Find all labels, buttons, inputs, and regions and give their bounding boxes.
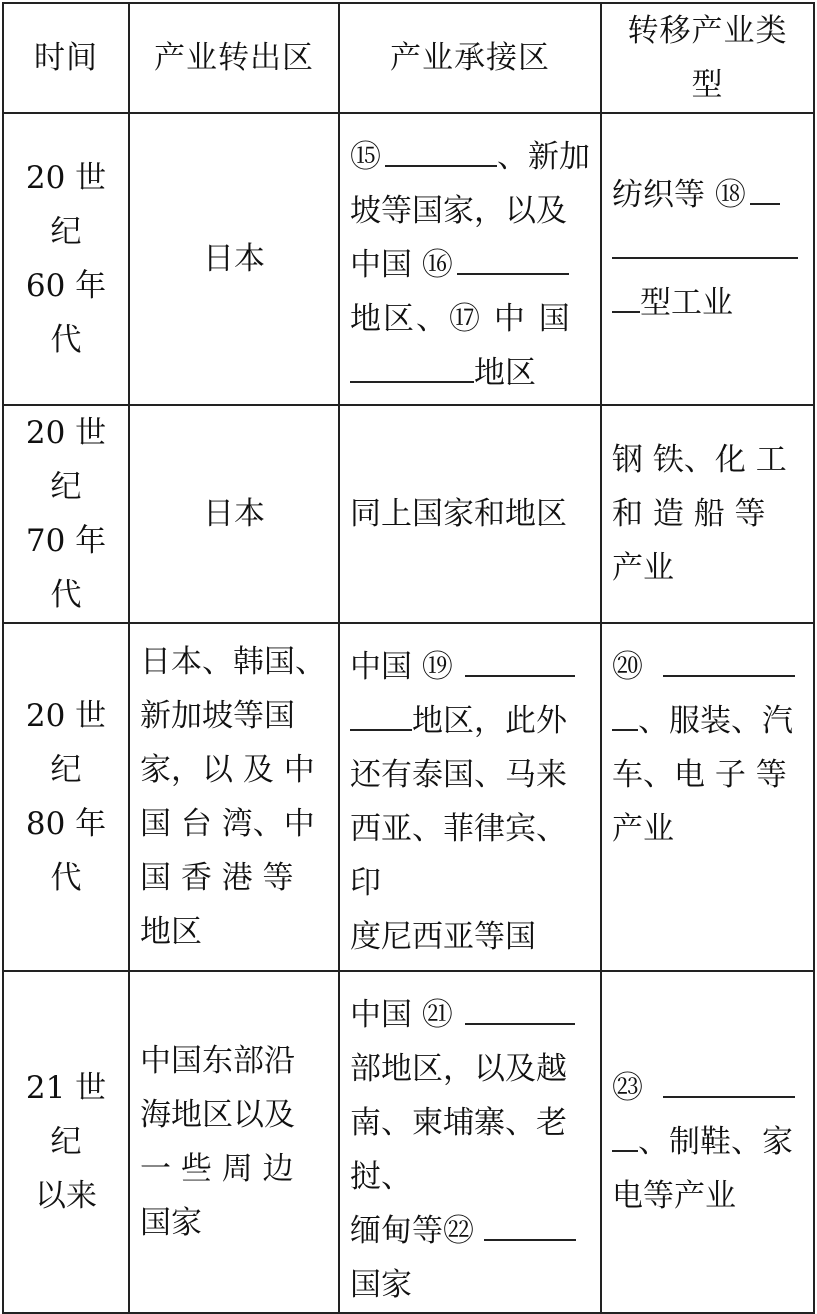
out-region-line: 国 台 湾、中 — [140, 806, 315, 842]
answer-blank-18[interactable] — [750, 173, 780, 205]
line-text: 中国 — [350, 997, 412, 1033]
out-region-cell — [129, 405, 339, 623]
in-region-cell — [339, 405, 601, 623]
out-region-line: 国 香 港 等 — [140, 860, 294, 896]
time-cell — [3, 405, 129, 623]
industry-type-cell — [601, 971, 814, 1313]
in-region-line: 部地区，以及越 — [350, 1051, 567, 1087]
industry-type-line — [612, 1061, 803, 1115]
industry-type-line: 和 造 船 等 — [612, 496, 766, 532]
blank-number: ⑲ — [421, 649, 453, 685]
out-region-line: 国家 — [140, 1205, 202, 1241]
out-region-cell — [129, 623, 339, 971]
industry-type-line: 钢 铁、化 工 — [612, 442, 787, 478]
out-region-line: 日本 — [203, 496, 265, 532]
in-region-line: 南、柬埔寨、老挝、 — [350, 1105, 567, 1195]
blank-number: ㉑ — [421, 997, 453, 1033]
out-region-cell — [129, 971, 339, 1313]
blank-number: ⑯ — [421, 247, 453, 283]
out-region-cell — [129, 113, 339, 405]
blank-number: ㉒ — [443, 1213, 474, 1249]
in-region-line: 地区、⑰ 中 国 — [350, 301, 572, 337]
in-region-line — [350, 1204, 590, 1258]
answer-blank-20[interactable] — [663, 645, 795, 677]
in-region-cell — [339, 971, 601, 1313]
table-row — [3, 623, 814, 971]
industry-transfer-table — [2, 2, 815, 1314]
line-text: 型工业 — [640, 285, 733, 321]
in-region-line: 度尼西亚等国 — [350, 919, 536, 955]
industry-type-cell — [601, 623, 814, 971]
out-region-line: 一 些 周 边 — [140, 1151, 294, 1187]
blank-number: ㉓ — [612, 1070, 643, 1106]
in-region-line — [350, 238, 590, 292]
in-region-cell — [339, 113, 601, 405]
line-text: 地区 — [474, 355, 536, 391]
answer-blank-20-cont[interactable] — [612, 699, 638, 731]
answer-blank-16[interactable] — [457, 243, 569, 275]
in-region-line — [350, 130, 590, 184]
line-text: 、服装、汽 — [638, 703, 793, 739]
out-region-line: 中国东部沿 — [140, 1043, 295, 1079]
blank-number: ⑮ — [350, 139, 381, 175]
answer-blank-19[interactable] — [465, 645, 575, 677]
out-region-line: 日本、韩国、 — [140, 644, 326, 680]
time-cell — [3, 113, 129, 405]
industry-type-line — [612, 168, 803, 222]
line-text: 中国 — [350, 247, 412, 283]
header-time: 时间 — [3, 3, 129, 113]
answer-blank-23-cont[interactable] — [612, 1120, 638, 1152]
industry-type-line — [612, 276, 803, 330]
in-region-line — [350, 988, 590, 1042]
in-region-line: 同上国家和地区 — [350, 496, 567, 532]
table-row — [3, 971, 814, 1313]
industry-type-line — [612, 1115, 803, 1169]
industry-type-line: 车、电 子 等 — [612, 757, 787, 793]
line-text: 、新加 — [497, 139, 590, 175]
header-out-region: 产业转出区 — [129, 3, 339, 113]
answer-blank-18-cont[interactable] — [612, 227, 798, 259]
industry-type-line — [612, 640, 803, 694]
industry-type-cell — [601, 113, 814, 405]
line-text: 缅甸等 — [350, 1213, 443, 1249]
blank-number: ⑱ — [714, 177, 746, 213]
answer-blank-21[interactable] — [465, 993, 575, 1025]
line-text: 纺织等 — [612, 177, 705, 213]
time-line: 20 世纪 — [25, 698, 107, 788]
time-line: 20 世纪 — [25, 160, 107, 250]
in-region-line — [350, 694, 590, 748]
time-cell — [3, 971, 129, 1313]
answer-blank-15[interactable] — [385, 135, 497, 167]
out-region-line: 地区 — [140, 914, 202, 950]
industry-type-line: 电等产业 — [612, 1178, 736, 1214]
in-region-line: 国家 — [350, 1267, 412, 1303]
time-line: 80 年代 — [25, 806, 107, 896]
industry-type-cell — [601, 405, 814, 623]
out-region-line: 海地区以及 — [140, 1097, 295, 1133]
header-industry-type: 转移产业类型 — [601, 3, 814, 113]
answer-blank-19-cont[interactable] — [350, 699, 412, 731]
time-line: 20 世纪 — [25, 415, 107, 505]
table-row — [3, 113, 814, 405]
time-line: 60 年代 — [25, 268, 107, 358]
in-region-line: 还有泰国、马来 — [350, 757, 567, 793]
in-region-line — [350, 640, 590, 694]
industry-type-line — [612, 694, 803, 748]
industry-type-line — [612, 222, 803, 276]
line-text: 、制鞋、家 — [638, 1124, 793, 1160]
header-row — [3, 3, 814, 113]
blank-number: ⑳ — [612, 649, 643, 685]
time-line: 21 世纪 — [25, 1070, 107, 1160]
header-in-region: 产业承接区 — [339, 3, 601, 113]
line-text: 地区，此外 — [412, 703, 567, 739]
in-region-line: 坡等国家，以及 — [350, 193, 567, 229]
in-region-line — [350, 346, 590, 400]
out-region-line: 家，以 及 中 — [140, 752, 315, 788]
in-region-cell — [339, 623, 601, 971]
industry-type-line: 产业 — [612, 811, 674, 847]
answer-blank-22[interactable] — [484, 1209, 576, 1241]
out-region-line: 日本 — [203, 241, 265, 277]
in-region-line: 西亚、菲律宾、印 — [350, 811, 567, 901]
out-region-line: 新加坡等国 — [140, 698, 295, 734]
time-line: 以来 — [35, 1178, 97, 1214]
line-text: 中国 — [350, 649, 412, 685]
industry-type-line: 产业 — [612, 550, 674, 586]
answer-blank-18-end[interactable] — [612, 281, 640, 313]
time-line: 70 年代 — [25, 523, 107, 613]
answer-blank-23[interactable] — [663, 1066, 795, 1098]
time-cell — [3, 623, 129, 971]
table-row — [3, 405, 814, 623]
answer-blank-17[interactable] — [350, 351, 474, 383]
